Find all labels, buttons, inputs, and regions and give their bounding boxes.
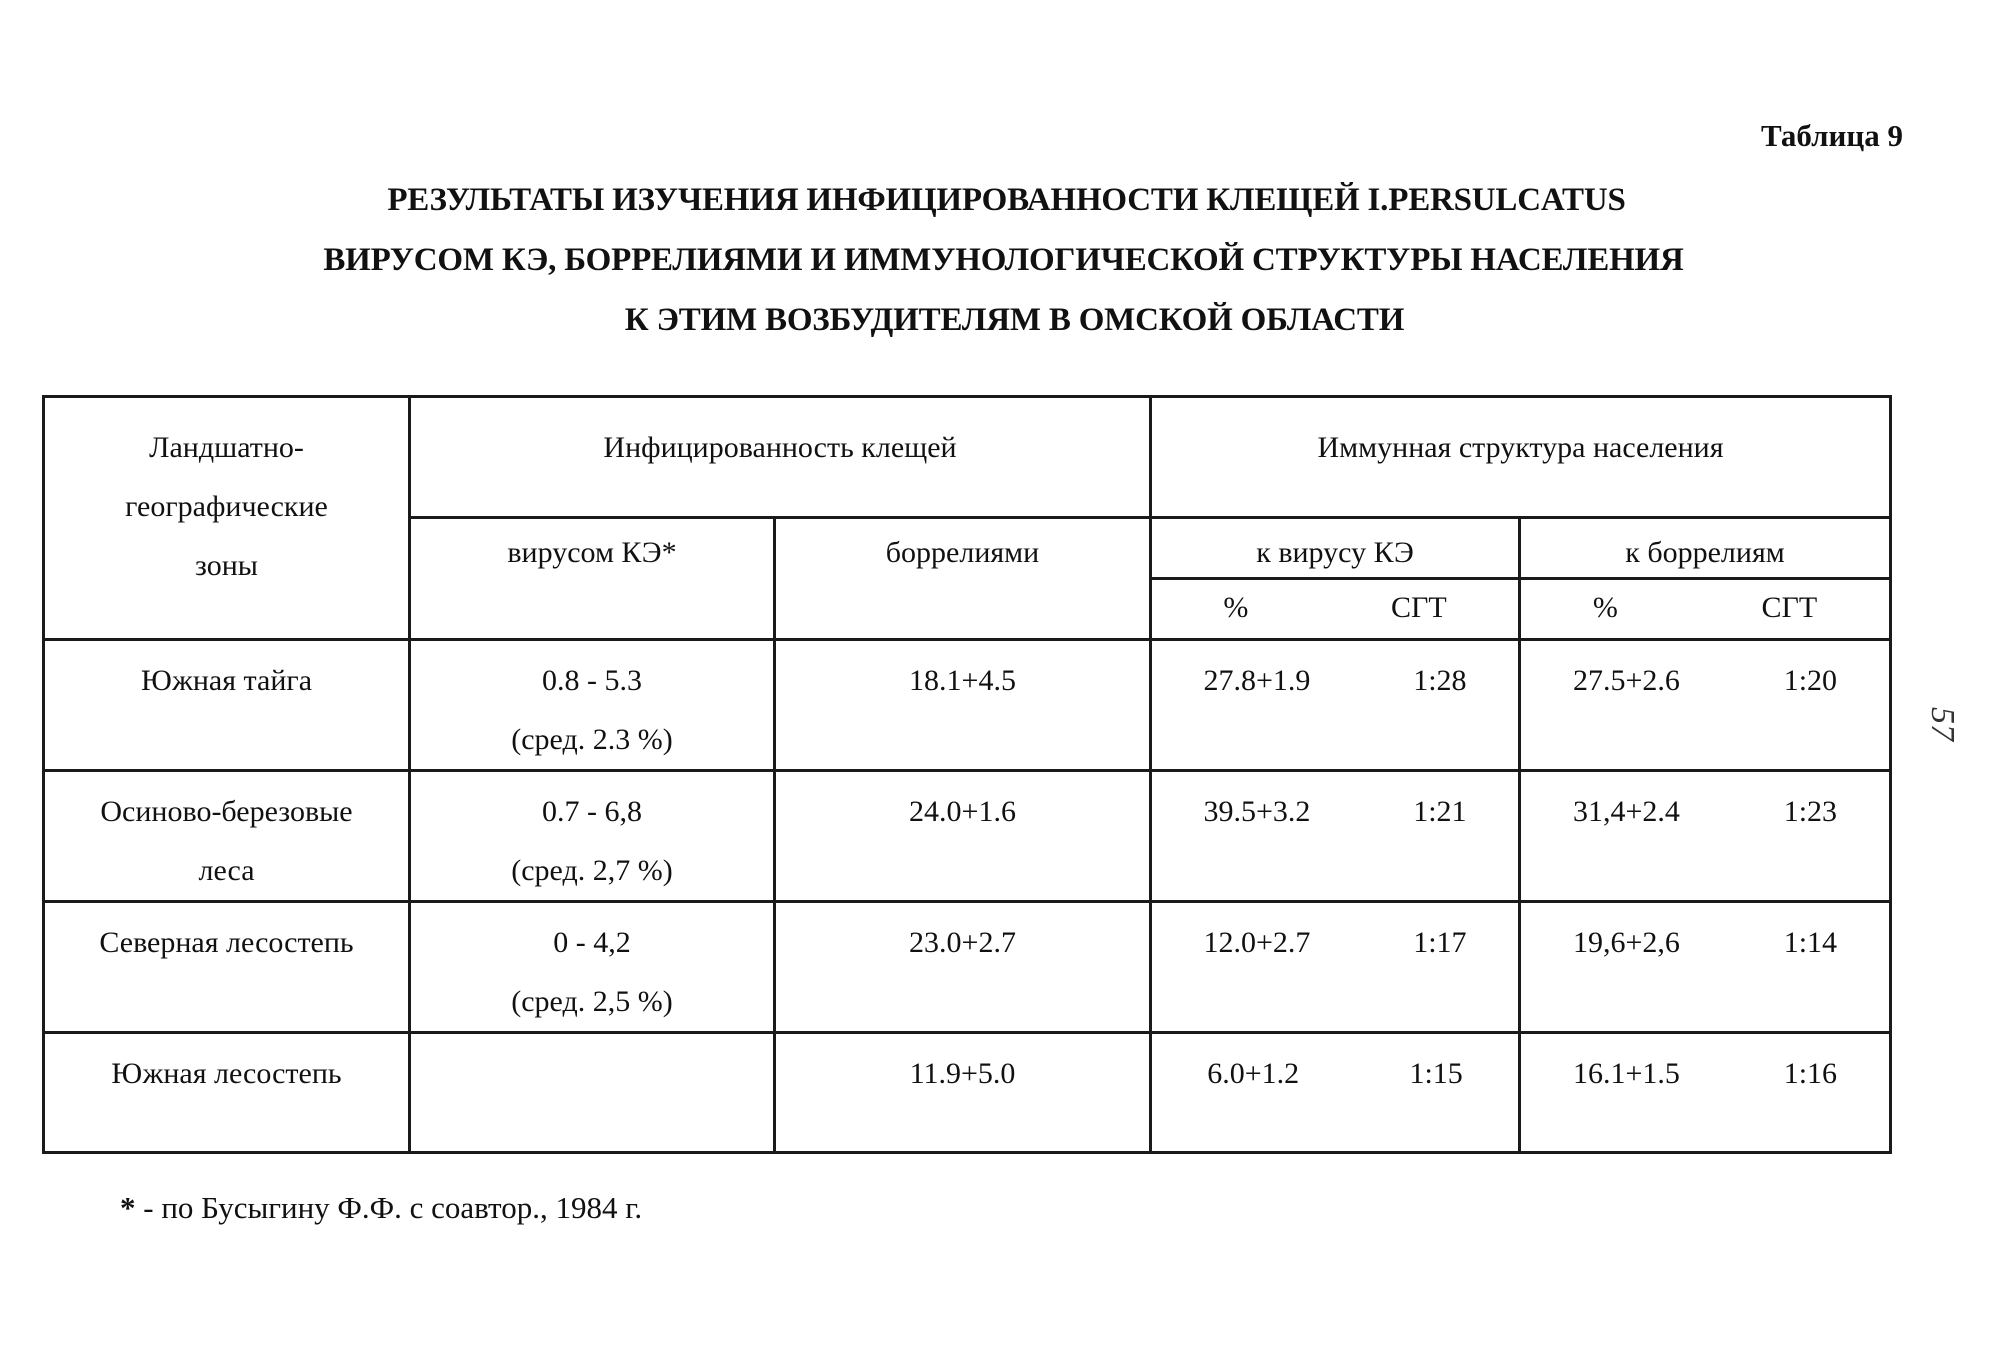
table-row [44,771,1891,902]
zone-cell [44,640,410,771]
ke-sgt-value: 1:17 [1413,926,1467,959]
borrelia-value: 18.1+4.5 [909,664,1016,697]
bor-sgt-value: 1:16 [1783,1057,1838,1090]
ke-sgt-value: 1:28 [1413,664,1467,697]
bor-cell [1520,1033,1891,1153]
borrelia-value: 24.0+1.6 [909,795,1016,828]
to-borrelia-header-cell [1520,518,1891,579]
bor-sgt-header: СГТ [1761,591,1818,624]
title-line-2: ВИРУСОМ КЭ, БОРРЕЛИЯМИ И ИММУНОЛОГИЧЕСКОЙ СТРУКТУРЫ НАСЕЛЕНИЯ [323,242,1684,278]
to-borrelia-header: к боррелиям [1625,536,1785,569]
borrelia-cell [775,902,1151,1033]
ke-pct-value: 27.8+1.9 [1203,664,1311,697]
title-line-3: К ЭТИМ ВОЗБУДИТЕЛЯМ В ОМСКОЙ ОБЛАСТИ [624,302,1405,338]
virus-header: вирусом КЭ* [507,536,677,569]
header-row-top [44,397,1891,518]
bor-pct-value: 19,6+2,6 [1572,926,1680,959]
borrelia-value: 23.0+2.7 [909,926,1016,959]
virus-cell [410,771,775,902]
footnote [120,1190,642,1226]
zone-name-cont: леса [198,854,255,887]
title-line-1: РЕЗУЛЬТАТЫ ИЗУЧЕНИЯ ИНФИЦИРОВАННОСТИ КЛЕЩЕЙ I.PERSULCATUS [387,182,1626,218]
zones-header-line-1: Ландшатно- [149,431,304,464]
table-row [44,1033,1891,1153]
footnote-text: - по Бусыгину Ф.Ф. с соавтор., 1984 г. [135,1190,643,1225]
virus-cell [410,1033,775,1153]
zone-cell [44,771,410,902]
bor-sgt-value: 1:23 [1783,795,1838,828]
ke-cell [1151,640,1520,771]
infection-header: Инфицированность клещей [603,431,957,464]
bor-pct-value: 16.1+1.5 [1572,1057,1680,1090]
ke-cell [1151,1033,1520,1153]
ke-cell [1151,902,1520,1033]
zone-cell [44,902,410,1033]
virus-range: 0.8 - 5.3 [542,664,642,697]
bor-pct-header: % [1592,591,1618,624]
ke-cell [1151,771,1520,902]
ke-pct-header: % [1223,591,1249,624]
bor-cell [1520,640,1891,771]
virus-cell [410,902,775,1033]
zones-header-cell [44,397,410,640]
immune-header: Иммунная структура населения [1317,431,1724,464]
table-row [44,902,1891,1033]
ke-sgt-value: 1:15 [1409,1057,1463,1090]
virus-cell [410,640,775,771]
borrelia-header: боррелиями [885,536,1040,569]
to-virus-header: к вирусу КЭ [1256,536,1414,569]
virus-mean: (сред. 2,5 %) [511,985,673,1018]
zone-name: Северная лесостепь [99,926,354,959]
virus-range: 0.7 - 6,8 [542,795,642,828]
bor-sgt-value: 1:14 [1783,926,1838,959]
ke-sgt-header: СГТ [1391,591,1447,624]
table-title [0,170,1993,350]
borrelia-cell [775,771,1151,902]
zones-header-line-2: географические [125,490,328,523]
borrelia-header-cell [775,518,1151,640]
bor-cell [1520,902,1891,1033]
table-row [44,640,1891,771]
infection-header-cell [410,397,1151,518]
bor-subheader-cell [1520,579,1891,640]
ke-pct-value: 6.0+1.2 [1207,1057,1300,1090]
borrelia-cell [775,640,1151,771]
to-virus-header-cell [1151,518,1520,579]
bor-pct-value: 31,4+2.4 [1572,795,1680,828]
borrelia-value: 11.9+5.0 [909,1057,1016,1090]
results-table [42,395,1892,1154]
bor-pct-value: 27.5+2.6 [1572,664,1680,697]
virus-mean: (сред. 2,7 %) [511,854,673,887]
bor-sgt-value: 1:20 [1783,664,1838,697]
ke-pct-value: 12.0+2.7 [1203,926,1311,959]
zones-header-line-3: зоны [195,549,258,582]
ke-subheader-cell [1151,579,1520,640]
footnote-marker: * [120,1190,136,1225]
zone-name: Южная лесостепь [111,1057,342,1090]
virus-range: 0 - 4,2 [553,926,631,959]
bor-cell [1520,771,1891,902]
zone-name: Осиново-березовые [100,795,353,828]
ke-sgt-value: 1:21 [1413,795,1467,828]
table-number-label: Таблица 9 [1761,118,1903,153]
zone-name: Южная тайга [140,664,313,697]
virus-mean: (сред. 2.3 %) [511,723,673,756]
borrelia-cell [775,1033,1151,1153]
immune-header-cell [1151,397,1891,518]
page-number: 57 [1924,707,1961,741]
virus-header-cell [410,518,775,640]
zone-cell [44,1033,410,1153]
ke-pct-value: 39.5+3.2 [1203,795,1311,828]
